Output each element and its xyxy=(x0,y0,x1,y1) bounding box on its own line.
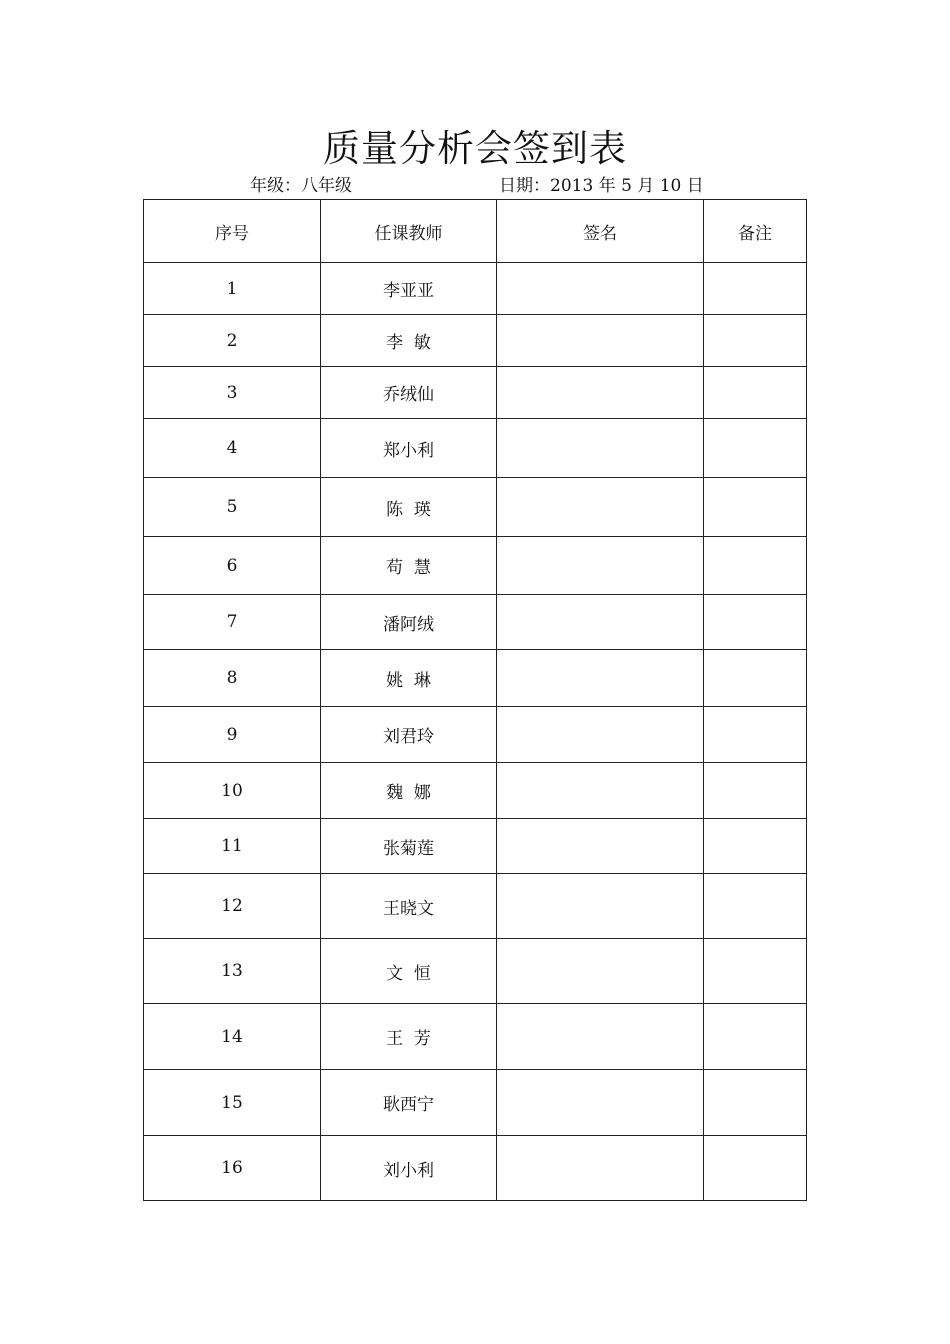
grade-label: 年级：八年级 xyxy=(250,176,352,196)
row-number: 10 xyxy=(144,763,321,819)
table-row xyxy=(144,595,807,650)
note-cell xyxy=(704,367,807,419)
table-row xyxy=(144,1070,807,1136)
table-row xyxy=(144,819,807,874)
header-note: 备注 xyxy=(704,200,807,263)
teacher-name: 潘阿绒 xyxy=(321,595,497,650)
table-row xyxy=(144,1004,807,1070)
row-number: 1 xyxy=(144,263,321,315)
teacher-name: 李 敏 xyxy=(321,315,497,367)
note-cell xyxy=(704,478,807,537)
teacher-name: 李亚亚 xyxy=(321,263,497,315)
row-number: 16 xyxy=(144,1136,321,1201)
note-cell xyxy=(704,263,807,315)
teacher-name: 王晓文 xyxy=(321,874,497,939)
signature-cell xyxy=(497,1070,704,1136)
signature-cell xyxy=(497,1004,704,1070)
table-row xyxy=(144,367,807,419)
note-cell xyxy=(704,707,807,763)
signature-cell xyxy=(497,763,704,819)
teacher-name: 苟 慧 xyxy=(321,537,497,595)
table-row xyxy=(144,707,807,763)
table-row xyxy=(144,650,807,707)
teacher-name: 乔绒仙 xyxy=(321,367,497,419)
teacher-name: 张菊莲 xyxy=(321,819,497,874)
note-cell xyxy=(704,819,807,874)
header-teacher: 任课教师 xyxy=(321,200,497,263)
note-cell xyxy=(704,537,807,595)
signature-cell xyxy=(497,595,704,650)
sign-in-table xyxy=(143,199,807,1201)
table-row xyxy=(144,419,807,478)
row-number: 9 xyxy=(144,707,321,763)
teacher-name: 文 恒 xyxy=(321,939,497,1004)
table-header-row xyxy=(144,200,807,263)
note-cell xyxy=(704,650,807,707)
signature-cell xyxy=(497,707,704,763)
note-cell xyxy=(704,939,807,1004)
signature-cell xyxy=(497,537,704,595)
table-row xyxy=(144,263,807,315)
row-number: 4 xyxy=(144,419,321,478)
row-number: 14 xyxy=(144,1004,321,1070)
table-row xyxy=(144,874,807,939)
row-number: 8 xyxy=(144,650,321,707)
row-number: 7 xyxy=(144,595,321,650)
row-number: 12 xyxy=(144,874,321,939)
table-row xyxy=(144,1136,807,1201)
teacher-name: 姚 琳 xyxy=(321,650,497,707)
note-cell xyxy=(704,1004,807,1070)
note-cell xyxy=(704,419,807,478)
signature-cell xyxy=(497,1136,704,1201)
teacher-name: 魏 娜 xyxy=(321,763,497,819)
table-row xyxy=(144,478,807,537)
row-number: 2 xyxy=(144,315,321,367)
row-number: 3 xyxy=(144,367,321,419)
teacher-name: 郑小利 xyxy=(321,419,497,478)
row-number: 13 xyxy=(144,939,321,1004)
table-row xyxy=(144,939,807,1004)
signature-cell xyxy=(497,315,704,367)
note-cell xyxy=(704,595,807,650)
signature-cell xyxy=(497,650,704,707)
teacher-name: 王 芳 xyxy=(321,1004,497,1070)
header-signature: 签名 xyxy=(497,200,704,263)
note-cell xyxy=(704,315,807,367)
note-cell xyxy=(704,874,807,939)
row-number: 15 xyxy=(144,1070,321,1136)
signature-cell xyxy=(497,874,704,939)
row-number: 6 xyxy=(144,537,321,595)
row-number: 11 xyxy=(144,819,321,874)
signature-cell xyxy=(497,367,704,419)
signature-cell xyxy=(497,419,704,478)
row-number: 5 xyxy=(144,478,321,537)
note-cell xyxy=(704,763,807,819)
table-row xyxy=(144,763,807,819)
date-label: 日期：2013 年 5 月 10 日 xyxy=(499,176,704,196)
header-number: 序号 xyxy=(144,200,321,263)
table-row xyxy=(144,537,807,595)
table-row xyxy=(144,315,807,367)
page-title: 质量分析会签到表 xyxy=(323,127,627,170)
signature-cell xyxy=(497,478,704,537)
teacher-name: 刘小利 xyxy=(321,1136,497,1201)
signature-cell xyxy=(497,263,704,315)
teacher-name: 刘君玲 xyxy=(321,707,497,763)
note-cell xyxy=(704,1136,807,1201)
signature-cell xyxy=(497,819,704,874)
signature-cell xyxy=(497,939,704,1004)
teacher-name: 耿西宁 xyxy=(321,1070,497,1136)
teacher-name: 陈 瑛 xyxy=(321,478,497,537)
note-cell xyxy=(704,1070,807,1136)
